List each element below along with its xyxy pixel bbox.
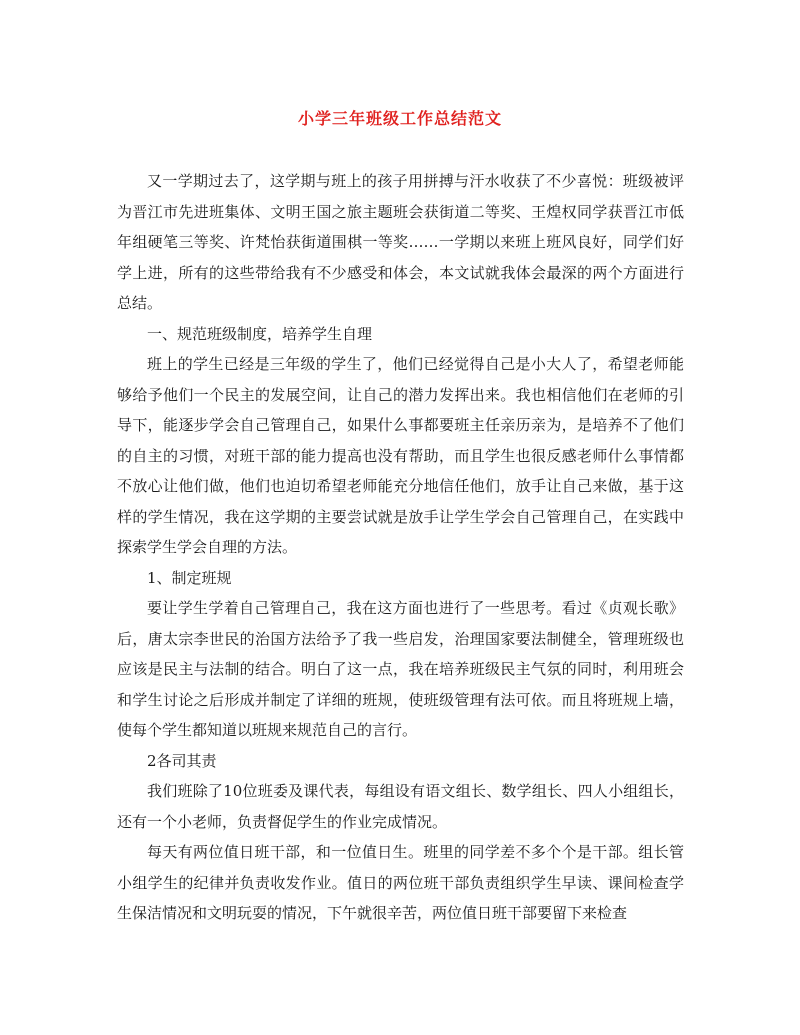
paragraph-intro: 又一学期过去了，这学期与班上的孩子用拼搏与汗水收获了不少喜悦：班级被评为晋江市先进班集体、文明王国之旅主题班会获街道二等奖、王煌权同学获晋江市低年组硬笔三等奖、许梵怡获街道围棋一等奖……一学期以来班上班风良好，同学们好学上进，所有的这些带给我有不少感受和体会，本文试就我体会最深的两个方面进行总结。: [117, 172, 684, 312]
paragraph-duty-cadres: 每天有两位值日班干部，和一位值日生。班里的同学差不多个个是干部。组长管小组学生的纪律并负责收发作业。值日的两位班干部负责组织学生早读、课间检查学生保洁情况和文明玩耍的情况，下午就很辛苦，两位值日班干部要留下来检查: [117, 843, 684, 922]
document-body: [117, 166, 684, 929]
subheading-duties: 2各司其责: [147, 751, 217, 770]
section-heading-1: 一、规范班级制度，培养学生自理: [147, 324, 373, 343]
paragraph-class-rules: 要让学生学着自己管理自己，我在这方面也进行了一些思考。看过《贞观长歌》后，唐太宗李世民的治国方法给予了我一些启发，治理国家要法制健全，管理班级也应该是民主与法制的结合。明白了这一点，我在培养班级民主气氛的同时，利用班会和学生讨论之后形成并制定了详细的班规，使班级管理有法可依。而且将班规上墙，使每个学生都知道以班规来规范自己的言行。: [117, 599, 684, 739]
subheading-class-rules: 1、制定班规: [147, 568, 232, 587]
paragraph-section-1: 班上的学生已经是三年级的学生了，他们已经觉得自己是小大人了，希望老师能够给予他们一个民主的发展空间，让自己的潜力发挥出来。我也相信他们在老师的引导下，能逐步学会自己管理自己，如果什么事都要班主任亲历亲为，是培养不了他们的自主的习惯，对班干部的能力提高也没有帮助，而且学生也很反感老师什么事情都不放心让他们做，他们也迫切希望老师能充分地信任他们，放手让自己来做，基于这样的学生情况，我在这学期的主要尝试就是放手让学生学会自己管理自己，在实践中探索学生学会自理的方法。: [117, 355, 684, 556]
document-title: 小学三年班级工作总结范文: [297, 109, 502, 128]
paragraph-class-committee: 我们班除了10位班委及课代表，每组设有语文组长、数学组长、四人小组组长，还有一个小老师，负责督促学生的作业完成情况。: [117, 782, 684, 831]
